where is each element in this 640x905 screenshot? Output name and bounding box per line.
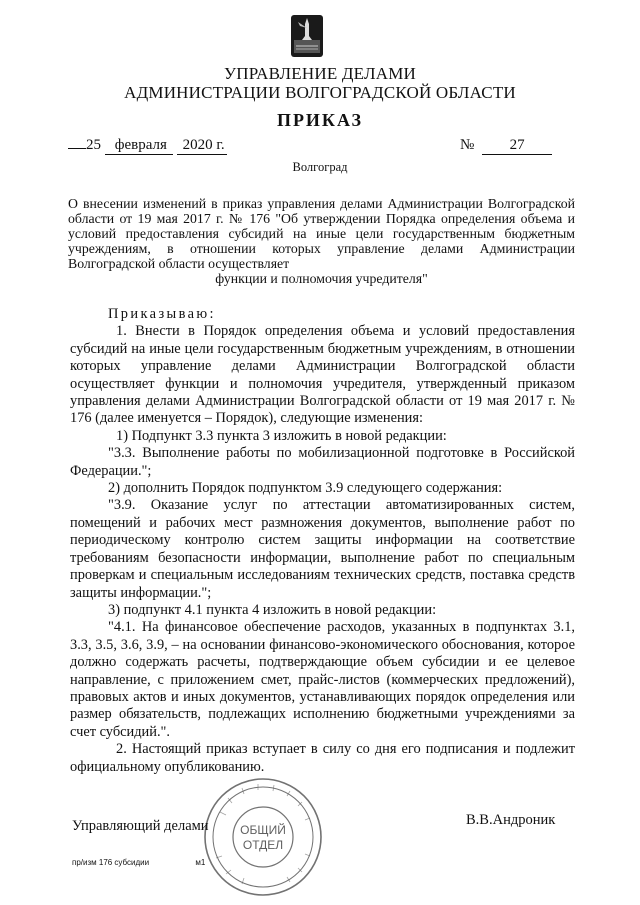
- order-word: Приказываю:: [108, 306, 216, 322]
- paragraph-subpoint-3: 3) подпункт 4.1 пункта 4 изложить в новой редакции:: [108, 601, 437, 618]
- footer-file: пр/изм 176 субсидии: [72, 858, 150, 867]
- number-value: 27: [509, 137, 525, 153]
- stamp-line1: ОБЩИЙ: [240, 823, 286, 837]
- document-title: ПРИКАЗ: [276, 110, 364, 130]
- number-label: №: [460, 137, 475, 153]
- coat-of-arms-icon: [290, 14, 324, 58]
- subject-text: О внесении изменений в приказ управления делами Администрации Волгоградской области от 19 мая 2017 г. № 176 "Об утверждении Порядка определения объема и условий предоставления субсидий на иные цели государственным бюджетным учреждениям, в отношении которых управление делами Администрации Волгоградской области осуществляет: [68, 196, 575, 271]
- document-subject: [68, 196, 575, 286]
- paragraph-3-3: "3.3. Выполнение работы по мобилизационной подготовке в Российской Федерации.";: [70, 445, 575, 479]
- document-number: [460, 137, 552, 155]
- paragraph-subpoint-1: 1) Подпункт 3.3 пункта 3 изложить в новой редакции:: [116, 427, 447, 444]
- paragraph-1: 1. Внести в Порядок определения объема и условий предоставления субсидий на иные цели государственным бюджетным учреждениям, в отношении которых управление делами Администрации Волгоградской области осуществляет функции и полномочия учредителя, утвержденный приказом управления делами Администрации Волгоградской области от 19 мая 2017 г. № 176 (далее именуется – Порядок), следующие изменения:: [70, 323, 575, 427]
- signer-position: Управляющий делами: [72, 818, 209, 834]
- date-year: 2020 г.: [182, 137, 225, 153]
- org-name-line2: АДМИНИСТРАЦИИ ВОЛГОГРАДСКОЙ ОБЛАСТИ: [124, 83, 516, 102]
- document-body: [70, 306, 575, 776]
- org-name-line1: УПРАВЛЕНИЕ ДЕЛАМИ: [223, 64, 417, 83]
- paragraph-4-1: "4.1. На финансовое обеспечение расходов, указанных в подпунктах 3.1, 3.3, 3.5, 3.6, 3.9, – на основании финансово-экономического обоснования, которое должно содержать расчеты, подтверждающие объем субсидии и ее целевое направление, с приложением смет, прайс-листов (коммерческих предложений), правовых актов и иных документов, устанавливающих порядок определения или размер обязательств, подлежащих исполнению бюджетными учреждениями за счет субсидий.".: [70, 619, 575, 740]
- stamp-line2: ОТДЕЛ: [242, 838, 284, 852]
- paragraph-subpoint-2: 2) дополнить Порядок подпунктом 3.9 следующего содержания:: [108, 480, 503, 497]
- city: Волгоград: [292, 160, 348, 174]
- footer-mark: м1: [195, 858, 206, 867]
- paragraph-2: 2. Настоящий приказ вступает в силу со дня его подписания и подлежит официальному опубликованию.: [70, 741, 575, 775]
- date-day: 25: [86, 137, 101, 153]
- footer-file-ref: [72, 858, 205, 867]
- document-date: [68, 137, 227, 155]
- subject-last-line: функции и полномочия учредителя": [215, 271, 428, 286]
- signer-name: В.В.Андроник: [466, 812, 556, 828]
- official-stamp: [198, 772, 328, 902]
- paragraph-3-9: "3.9. Оказание услуг по аттестации автоматизированных систем, помещений и рабочих мест размножения документов, выполнение работ по периодическому контролю систем защиты информации на соответствие требованиям безопасности информации, выполнение работ по специальным проверкам и специальным исследованиям технических средств, поставка средств защиты информации.";: [70, 497, 575, 601]
- date-month: февраля: [114, 137, 167, 153]
